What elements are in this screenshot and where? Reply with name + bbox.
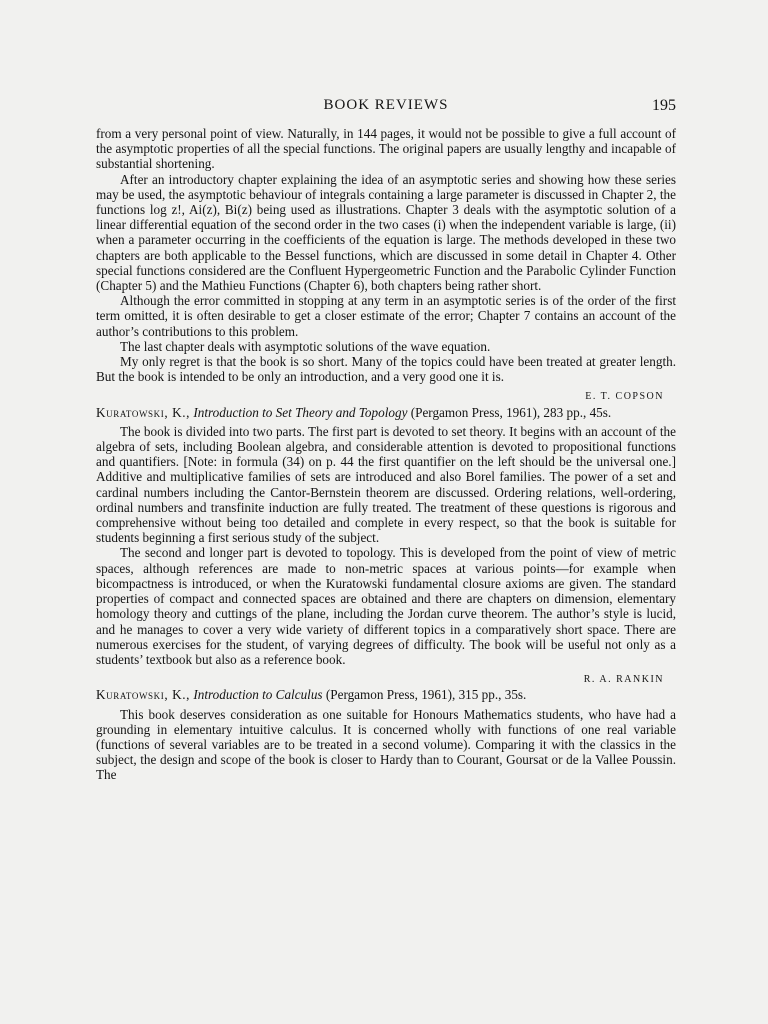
review-heading (96, 687, 676, 702)
book-title: Introduction to Calculus (193, 687, 323, 703)
review-copson (96, 126, 676, 405)
review-heading (96, 405, 676, 420)
paragraph: After an introductory chapter explaining the idea of an asymptotic series and showing how these series may be used, the asymptotic behaviour of integrals containing a large parameter is discussed in Chapter 2, the functions log z!, Ai(z), Bi(z) being used as illustrations. Chapter 3 deals with the asymptotic solution of a linear differential equation of the second order in the two cases (i) when the independent variable is large, (ii) when a parameter occurring in the coefficients of the equation is large. The methods developed in these two chapters are both applicable to the Bessel functions, which are discussed in some detail in Chapter 4. Other special functions considered are the Confluent Hypergeometric Function and the Parabolic Cylinder Function (Chapter 5) and the Mathieu Functions (Chapter 6), both chapters being rather short. (96, 171, 676, 294)
review-calculus (96, 687, 676, 782)
paragraph: from a very personal point of view. Naturally, in 144 pages, it would not be possible to give a full account of the asymptotic properties of all the special functions. The original papers are usually lengthy and incapable of substantial shortening. (96, 126, 676, 172)
running-title: BOOK REVIEWS (323, 97, 449, 113)
book-title: Introduction to Set Theory and Topology (193, 404, 408, 420)
page-body (96, 126, 676, 783)
paragraph: The book is divided into two parts. The first part is devoted to set theory. It begins with an account of the algebra of sets, including Boolean algebra, and considerable attention is devoted to propositional functions and quantifiers. [Note: in formula (34) on p. 44 the first quantifier on the left should be the universal one.] Additive and multiplicative families of sets are introduced and also Borel families. The power of a set and cardinal numbers including the Cantor-Bernstein theorem are discussed. Ordering relations, well-ordering, ordinal numbers and transfinite induction are fully treated. The treatment of these questions is rigorous and comprehensive without being too detailed and complete in every respect, so that the book is suitable for students beginning a first serious study of the subject. (96, 423, 676, 546)
paragraph: The second and longer part is devoted to topology. This is developed from the point of view of metric spaces, although references are made to non-metric spaces at various points—for example when bicompactness is introduced, or when the Kuratowski fundamental closure axioms are given. The standard properties of compact and connected spaces are obtained and there are chapters on dimension, elementary homology theory and cuttings of the plane, including the Jordan curve theorem. The author’s style is lucid, and he manages to cover a very wide variety of different topics in a comparatively short space. There are numerous exercises for the student, of varying degrees of difficulty. The book will be useful not only as a students’ textbook but also as a reference book. (96, 545, 676, 667)
review-set-theory (96, 405, 676, 688)
page-header (96, 97, 676, 119)
paragraph: My only regret is that the book is so short. Many of the topics could have been treated at greater length. But the book is intended to be only an introduction, and a very good one it is. (96, 354, 676, 385)
reviewer-signature: E. T. COPSON (585, 391, 664, 403)
page-number: 195 (652, 97, 676, 114)
book-author: Kuratowski, K., (96, 687, 191, 703)
reviewer-signature: R. A. RANKIN (583, 674, 664, 686)
book-details: (Pergamon Press, 1961), 315 pp., 35s. (325, 687, 527, 703)
paragraph: The last chapter deals with asymptotic solutions of the wave equation. (120, 338, 491, 354)
paragraph: Although the error committed in stopping at any term in an asymptotic series is of the order of the first term omitted, it is often desirable to get a closer estimate of the error; Chapter 7 contains an account of the author’s contributions to this problem. (96, 293, 676, 339)
paragraph: This book deserves consideration as one suitable for Honours Mathematics students, who have had a grounding in elementary intuitive calculus. It is concerned wholly with functions of one real variable (functions of several variables are to be treated in a second volume). Comparing it with the classics in the subject, the design and scope of the book is closer to Hardy than to Courant, Goursat or de la Vallee Poussin. The (96, 706, 676, 783)
book-details: (Pergamon Press, 1961), 283 pp., 45s. (410, 404, 612, 420)
book-author: Kuratowski, K., (96, 404, 191, 420)
